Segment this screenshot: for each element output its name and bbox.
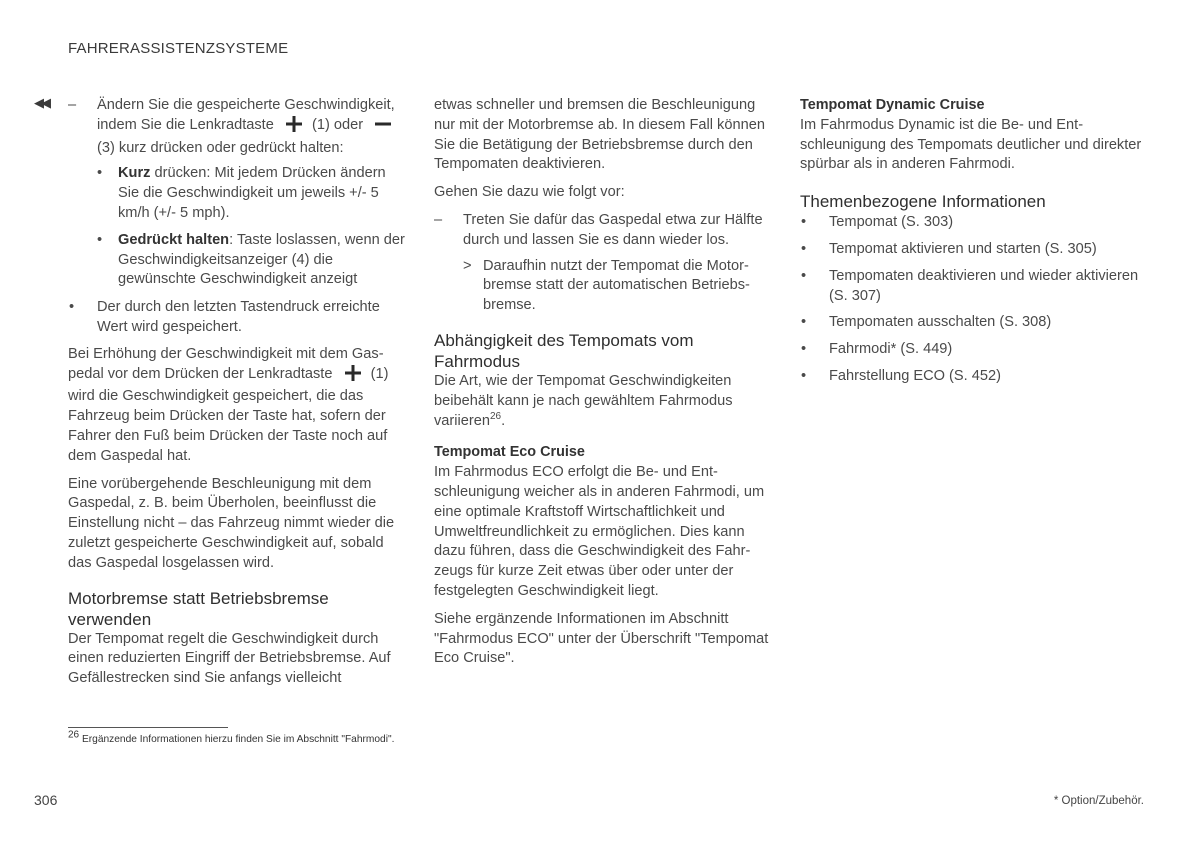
section-heading: Abhängigkeit des Tempomats vom Fahrmodus — [434, 330, 694, 371]
bullet-marker: • — [801, 314, 807, 331]
paragraph-text: Die Art, wie der Tempomat Geschwindigkeiten beibehält kann je nach gewähltem Fahrmodus variieren — [434, 372, 733, 429]
result-item — [463, 257, 774, 316]
link-text[interactable]: Tempomaten deaktivieren und wieder aktivieren (S. 307) — [829, 267, 1139, 304]
related-links-list — [800, 213, 1145, 387]
related-link[interactable] — [800, 267, 1145, 307]
plus-button-icon — [286, 116, 302, 139]
bullet-marker: • — [97, 231, 103, 248]
paragraph — [68, 345, 408, 467]
section-heading: Motorbremse statt Betriebsbremse verwenden — [68, 588, 329, 629]
instruction-step — [434, 211, 774, 316]
result-marker: > — [463, 257, 472, 274]
previous-page-icon[interactable]: ◀◀ — [34, 95, 48, 110]
bold-term: Kurz — [118, 165, 151, 182]
column-3 — [800, 96, 1145, 394]
paragraph: Gehen Sie dazu wie folgt vor: — [434, 184, 625, 201]
bold-term: Gedrückt halten — [118, 231, 230, 248]
footnote — [68, 729, 395, 745]
list-item-text: drücken: Mit jedem Drücken ändern Sie die Geschwindigkeit um jeweils +/- 5 km/h (+/- 5 mph). — [118, 165, 386, 221]
page-number: 306 — [34, 792, 58, 808]
sub-heading: Tempomat Dynamic Cruise — [800, 97, 985, 113]
minus-button-icon — [375, 116, 391, 139]
related-link[interactable] — [800, 313, 1145, 333]
paragraph: etwas schneller und bremsen die Beschleunigung nur mit der Motorbremse ab. In diesem Fall können Sie die Betätigung der Betriebsbremse durch den Tempomaten deaktivieren. — [434, 97, 765, 173]
instruction-step — [68, 96, 408, 290]
bullet-marker: • — [69, 299, 75, 316]
paragraph: Im Fahrmodus ECO erfolgt die Be- und Entschleunigung weicher als in anderen Fahrmodi, um eine optimale Kraftstoff Wirtschaftlichkeit und Umweltfreundlichkeit zu ermöglichen. Dies kann dazu führen, dass die Geschwindigkeit des Fahrzeugs für kurze Zeit etwas über oder unter der festgelegten Geschwindigkeit liegt. — [434, 464, 765, 599]
paragraph: Im Fahrmodus Dynamic ist die Be- und Entschleunigung des Tempomats deutlicher und direkter spürbar als in anderen Fahrmodi. — [800, 116, 1142, 173]
list-item — [97, 231, 408, 290]
result-text: Daraufhin nutzt der Tempomat die Motorbremse statt der automatischen Betriebsbremse. — [483, 257, 750, 314]
list-item — [68, 298, 408, 338]
step-text-b: (1) oder — [311, 116, 364, 133]
column-2 — [434, 96, 774, 677]
bullet-marker: • — [801, 267, 807, 284]
paragraph: Der Tempomat regelt die Geschwindigkeit durch einen reduzierten Eingriff der Betriebsbremse. Auf Gefällestrecken sind Sie anfangs vielleicht — [68, 630, 391, 687]
paragraph-text: . — [501, 412, 506, 429]
paragraph — [434, 372, 774, 431]
step-text-c: (3) kurz drücken oder gedrückt halten: — [97, 139, 344, 156]
link-text[interactable]: Tempomat (S. 303) — [829, 214, 954, 231]
link-text[interactable]: Tempomaten ausschalten (S. 308) — [829, 314, 1052, 331]
dash-marker: – — [434, 211, 443, 228]
link-text[interactable]: Tempomat aktivieren und starten (S. 305) — [829, 240, 1097, 257]
footnote-text: Ergänzende Informationen hierzu finden Sie im Abschnitt "Fahrmodi". — [81, 734, 395, 745]
footnote-number: 26 — [68, 729, 80, 741]
list-item — [97, 164, 408, 223]
section-heading: Themenbezogene Informationen — [800, 192, 1046, 212]
sub-heading: Tempomat Eco Cruise — [434, 444, 585, 461]
footnote-divider — [68, 727, 228, 728]
paragraph-text: Bei Erhöhung der Geschwindigkeit mit dem Gaspedal vor dem Drücken der Lenkradtaste — [68, 345, 384, 382]
related-link[interactable] — [800, 213, 1145, 233]
link-text[interactable]: Fahrstellung ECO (S. 452) — [829, 367, 1001, 384]
footnote-reference[interactable]: 26 — [489, 410, 502, 422]
paragraph: Siehe ergänzende Informationen im Abschnitt "Fahrmodus ECO" unter der Überschrift "Tempomat Eco Cruise". — [434, 610, 769, 667]
related-link[interactable] — [800, 367, 1145, 387]
column-1 — [68, 96, 408, 697]
dash-marker: – — [68, 97, 77, 113]
option-note: * Option/Zubehör. — [1053, 795, 1144, 807]
bullet-marker: • — [801, 341, 807, 358]
bullet-marker: • — [801, 240, 807, 257]
list-item-text: Der durch den letzten Tastendruck erreichte Wert wird gespeichert. — [97, 299, 380, 335]
list-item-text: : Taste loslassen, wenn der Geschwindigkeitsanzeiger (4) die gewünschte Geschwindigkeit anzeigt — [118, 231, 405, 288]
related-link[interactable] — [800, 340, 1145, 360]
link-text[interactable]: Fahrmodi* (S. 449) — [829, 341, 953, 358]
bullet-marker: • — [801, 214, 807, 231]
related-link[interactable] — [800, 240, 1145, 260]
running-header: FAHRERASSISTENZSYSTEME — [68, 40, 289, 57]
sub-list — [97, 164, 408, 290]
plus-button-icon — [345, 365, 361, 388]
step-text: Treten Sie dafür das Gaspedal etwa zur Hälfte durch und lassen Sie es dann wieder los. — [463, 211, 763, 248]
bullet-marker: • — [97, 165, 103, 182]
paragraph-text: (1) wird die Geschwindigkeit gespeichert, die das Fahrzeug beim Drücken der Taste hat, sofern der Fahrer den Fuß beim Drücken der Taste noch auf dem Gaspedal hat. — [68, 365, 389, 464]
step-text-a: Ändern Sie die gespeicherte Geschwindigkeit, indem Sie die Lenkradtaste — [97, 97, 395, 133]
bullet-marker: • — [801, 367, 807, 384]
paragraph: Eine vorübergehende Beschleunigung mit dem Gaspedal, z. B. beim Überholen, beeinflusst die Einstellung nicht – das Fahrzeug nimmt wieder die zuletzt gespeicherte Geschwindigkeit auf, sobald das Gaspedal losgelassen wird. — [68, 475, 395, 571]
